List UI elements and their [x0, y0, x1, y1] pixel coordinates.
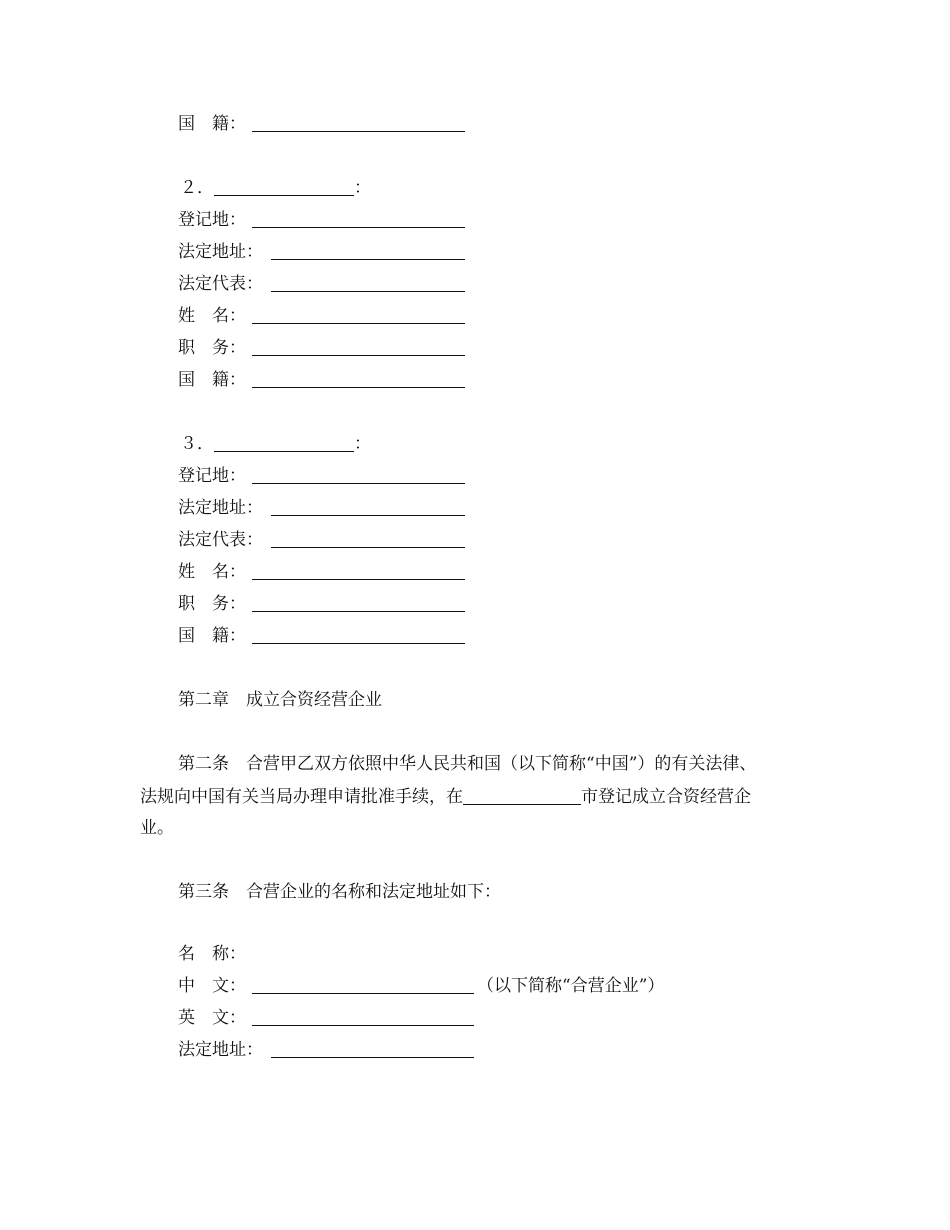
- reg-place-field[interactable]: [252, 227, 465, 228]
- legal-rep-label: 法定代表：: [178, 530, 263, 550]
- name-label: 姓 名：: [178, 562, 246, 582]
- reg-place-label: 登记地：: [178, 466, 246, 486]
- city-field[interactable]: [463, 786, 581, 805]
- position-field[interactable]: [252, 355, 465, 356]
- nationality-field[interactable]: [252, 387, 465, 388]
- party2-colon: ：: [354, 178, 371, 198]
- article2-line1: 第二条 合营甲乙双方依照中华人民共和国（以下简称“中国”）的有关法律、: [178, 754, 757, 774]
- chapter-title: 第二章 成立合资经营企业: [178, 690, 382, 710]
- article2-line2-before: 法规向中国有关当局办理申请批准手续，在: [140, 787, 463, 807]
- company-address-label: 法定地址：: [178, 1040, 263, 1060]
- party3-number: ３．: [180, 434, 214, 454]
- legal-address-label: 法定地址：: [178, 498, 263, 518]
- article2-line2: [140, 786, 751, 807]
- nationality-field[interactable]: [252, 643, 465, 644]
- chinese-name-field[interactable]: [252, 993, 474, 994]
- nationality-label: 国 籍：: [178, 370, 246, 390]
- name-field[interactable]: [252, 579, 465, 580]
- article2-line2-after: 市登记成立合资经营企: [581, 787, 751, 807]
- legal-rep-field[interactable]: [271, 547, 465, 548]
- chinese-name-note: （以下简称“合营企业”）: [477, 976, 665, 996]
- legal-rep-field[interactable]: [271, 291, 465, 292]
- english-name-label: 英 文：: [178, 1008, 246, 1028]
- nationality-label: 国 籍：: [178, 114, 246, 134]
- position-field[interactable]: [252, 611, 465, 612]
- article2-line3: 业。: [140, 818, 174, 838]
- reg-place-label: 登记地：: [178, 210, 246, 230]
- legal-rep-label: 法定代表：: [178, 274, 263, 294]
- company-name-label: 名 称：: [178, 944, 246, 964]
- legal-address-label: 法定地址：: [178, 242, 263, 262]
- company-address-field[interactable]: [271, 1057, 474, 1058]
- reg-place-field[interactable]: [252, 483, 465, 484]
- legal-address-field[interactable]: [271, 259, 465, 260]
- article3-text: 第三条 合营企业的名称和法定地址如下：: [178, 882, 501, 902]
- nationality-label: 国 籍：: [178, 626, 246, 646]
- party2-number: ２．: [180, 178, 214, 198]
- party2-name-field[interactable]: [214, 195, 354, 196]
- name-label: 姓 名：: [178, 306, 246, 326]
- position-label: 职 务：: [178, 594, 246, 614]
- name-field[interactable]: [252, 323, 465, 324]
- english-name-field[interactable]: [252, 1025, 474, 1026]
- chinese-name-label: 中 文：: [178, 976, 246, 996]
- party3-name-field[interactable]: [214, 451, 354, 452]
- legal-address-field[interactable]: [271, 515, 465, 516]
- party3-colon: ：: [354, 434, 371, 454]
- position-label: 职 务：: [178, 338, 246, 358]
- nationality-field[interactable]: [252, 131, 465, 132]
